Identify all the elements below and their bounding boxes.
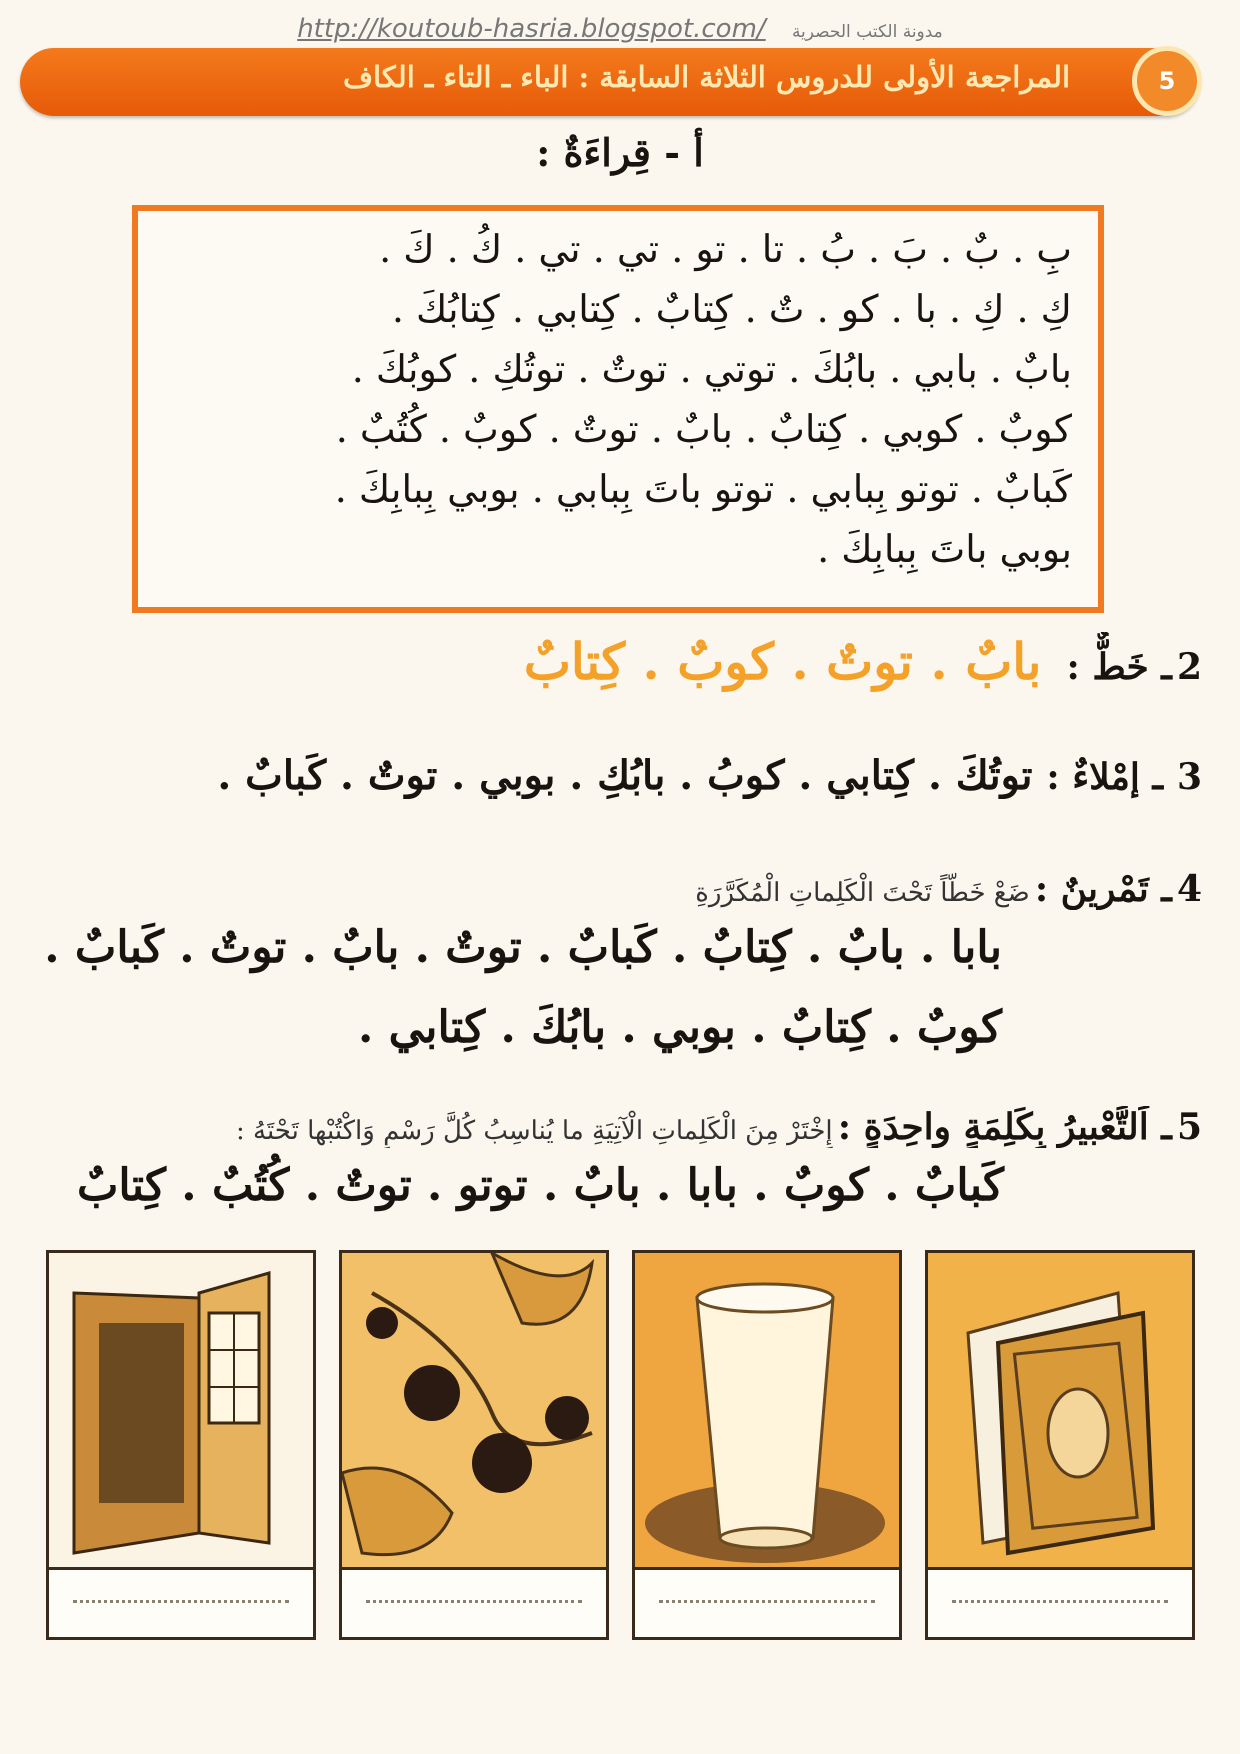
book-card: [925, 1250, 1195, 1640]
dictation-words: توتُكَ . كِتابي . كوبُ . بابُكِ . بوبي . توتٌ . كَبابٌ .: [217, 752, 1033, 799]
berries-card: [339, 1250, 609, 1640]
expression-section: [40, 1106, 1202, 1148]
reading-line: كِ . كِ . با . كو . تٌ . كِتابٌ . كِتابي . كِتابُكَ .: [391, 287, 1072, 331]
exercise-line-1: بابا . بابٌ . كِتابٌ . كَبابٌ . توتٌ . بابٌ . توتٌ . كَبابٌ .: [44, 922, 1002, 973]
section-number: 2: [1176, 646, 1202, 688]
watermark-blog-name: مدونة الكتب الحصرية: [791, 22, 943, 42]
glass-picture: [635, 1253, 899, 1570]
section-number: 5: [1176, 1106, 1202, 1148]
dictation-section: [40, 752, 1202, 799]
section-label: ـ إمْلاءٌ :: [1046, 756, 1163, 798]
exercise-section: [40, 868, 1202, 910]
section-number: 3: [1176, 756, 1202, 798]
book-picture: [928, 1253, 1192, 1570]
door-card: [46, 1250, 316, 1640]
section-label: ـ تَمْرينٌ :: [1034, 868, 1172, 910]
reading-heading: أ - قِراءَةٌ :: [536, 130, 704, 175]
glass-card: [632, 1250, 902, 1640]
reading-line: بابٌ . بابي . بابُكَ . توتي . توتٌ . توتُكِ . كوبُكَ .: [351, 347, 1072, 391]
expression-instruction: إِخْتَرْ مِنَ الْكَلِماتِ الْآتِيَةِ ما يُناسِبُ كُلَّ رَسْمٍ وَاكْتُبْها تَحْتَهُ :: [235, 1116, 833, 1146]
reading-line: كَبابٌ . توتو بِبابي . توتو باتَ بِبابي . بوبي بِبابِكَ .: [334, 467, 1072, 511]
section-number: 4: [1176, 868, 1202, 910]
banner-title: المراجعة الأولى للدروس الثلاثة السابقة : الباء ـ التاء ـ الكاف: [342, 60, 1070, 94]
answer-line[interactable]: [366, 1600, 582, 1603]
reading-line: بوبي باتَ بِبابِكَ .: [817, 527, 1072, 571]
reading-line: بِ . بٌ . بَ . بُ . تا . تو . تي . تي . كُ . كَ .: [379, 227, 1072, 271]
door-picture: [49, 1253, 313, 1570]
exercise-instruction: ضَعْ خَطّاً تَحْتَ الْكَلِماتِ الْمُكَرَّرَةِ: [695, 878, 1030, 908]
exercise-line-2: كوبٌ . كِتابٌ . بوبي . بابُكَ . كِتابي .: [357, 1002, 1002, 1053]
section-label: ـ خَطٌّ :: [1066, 646, 1172, 688]
writing-words: بابٌ . توتٌ . كوبٌ . كِتابٌ: [523, 632, 1042, 691]
watermark-url[interactable]: http://koutoub-hasria.blogspot.com/: [297, 14, 766, 44]
section-label: ـ اَلتَّعْبيرُ بِكَلِمَةٍ واحِدَةٍ :: [837, 1106, 1172, 1148]
berries-picture: [342, 1253, 606, 1570]
word-bank: كَبابٌ . كوبٌ . بابا . بابٌ . توتو . توتٌ . كُتُبٌ . كِتابٌ: [76, 1160, 1004, 1211]
writing-section: [40, 632, 1202, 712]
watermark: [0, 14, 1240, 44]
answer-line[interactable]: [659, 1600, 875, 1603]
answer-line[interactable]: [73, 1600, 289, 1603]
page-number-badge: 5: [1132, 46, 1202, 116]
answer-line[interactable]: [952, 1600, 1168, 1603]
reading-box: [132, 205, 1104, 613]
lesson-banner: [20, 48, 1200, 116]
reading-line: كوبٌ . كوبي . كِتابٌ . بابٌ . توتٌ . كوبٌ . كُتُبٌ .: [335, 407, 1072, 451]
